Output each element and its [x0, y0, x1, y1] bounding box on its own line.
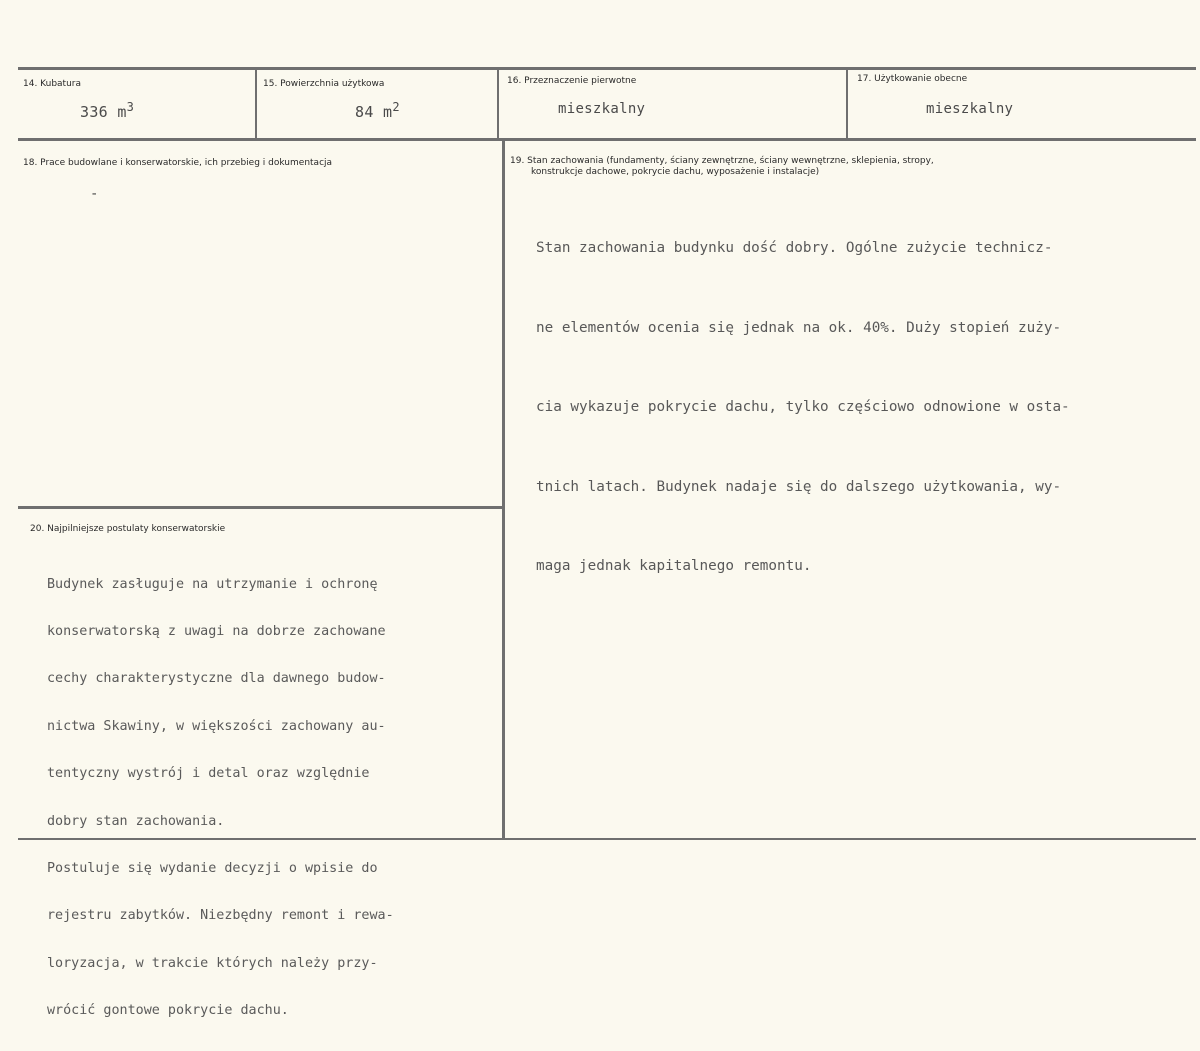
field-19-line: ne elementów ocenia się jednak na ok. 40%. Duży stopień zuży- [536, 319, 1062, 336]
field-18-value: - [90, 186, 99, 202]
divider-16-17 [846, 69, 848, 139]
field-20-line: konserwatorską z uwagi na dobrze zachowane [47, 623, 386, 639]
field-15-label: 15. Powierzchnia użytkowa [263, 79, 385, 89]
field-18-label: 18. Prace budowlane i konserwatorskie, ich przebieg i dokumentacja [23, 158, 333, 168]
divider-14-15 [255, 69, 257, 139]
top-row-bottom-border [18, 138, 1196, 141]
field-20-line: nictwa Skawiny, w większości zachowany au- [47, 718, 386, 734]
field-14-label: 14. Kubatura [23, 79, 82, 89]
divider-18-20 [18, 506, 503, 509]
field-16-label: 16. Przeznaczenie pierwotne [507, 76, 637, 86]
field-16-value: mieszkalny [558, 101, 646, 117]
field-19-line: maga jednak kapitalnego remontu. [536, 558, 812, 574]
field-14-value-text: 336 m [80, 103, 127, 121]
field-19-line: cia wykazuje pokrycie dachu, tylko częściowo odnowione w osta- [536, 399, 1070, 415]
field-20-line: tentyczny wystrój i detal oraz względnie [47, 766, 370, 782]
field-14-value [80, 100, 134, 121]
field-19-text [536, 182, 1070, 633]
field-15-value [355, 100, 400, 121]
field-19-label-line-2: konstrukcje dachowe, pokrycie dachu, wyposażenie i instalacje) [531, 167, 820, 177]
field-20-line: Budynek zasługuje na utrzymanie i ochronę [47, 576, 378, 592]
field-20-line: Postuluje się wydanie decyzji o wpisie do [47, 860, 378, 876]
field-20-line: loryzacja, w trakcie których należy przy- [47, 955, 378, 971]
divider-main [502, 140, 505, 840]
field-19-line: Stan zachowania budynku dość dobry. Ogólne zużycie technicz- [536, 240, 1053, 256]
field-15-value-sup: 2 [392, 100, 400, 114]
field-20-line: wrócić gontowe pokrycie dachu. [47, 1003, 289, 1019]
field-20-label: 20. Najpilniejsze postulaty konserwatorskie [30, 524, 226, 534]
divider-15-16 [497, 69, 499, 139]
field-20-line: cechy charakterystyczne dla dawnego budow- [47, 671, 386, 687]
field-17-label: 17. Użytkowanie obecne [857, 74, 968, 84]
field-20-line: dobry stan zachowania. [47, 813, 225, 829]
field-19-label-line-1: 19. Stan zachowania (fundamenty, ściany zewnętrzne, ściany wewnętrzne, sklepienia, stropy, [510, 156, 934, 166]
top-border [18, 67, 1196, 70]
field-19-line: tnich latach. Budynek nadaje się do dalszego użytkowania, wy- [536, 478, 1062, 495]
field-17-value: mieszkalny [926, 101, 1014, 117]
field-20-text [47, 545, 394, 1051]
field-20-line: rejestru zabytków. Niezbędny remont i rewa- [47, 908, 394, 924]
field-15-value-text: 84 m [355, 103, 393, 121]
field-14-value-sup: 3 [126, 100, 135, 114]
